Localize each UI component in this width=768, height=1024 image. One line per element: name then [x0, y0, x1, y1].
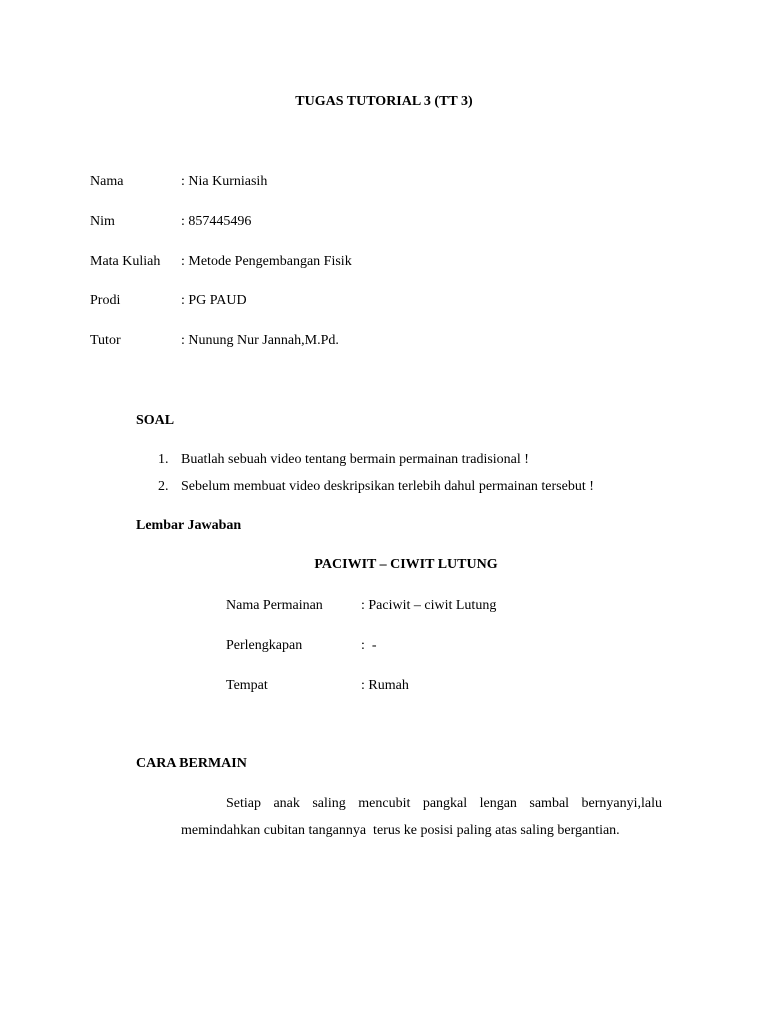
identity-label-prodi: Prodi [90, 293, 121, 308]
identity-value-nim: : 857445496 [181, 214, 252, 229]
cara-bermain-paragraph-line: Setiap anak saling mencubit pangkal lengan sambal bernyanyi,lalu [226, 796, 662, 811]
soal-item-text: Buatlah sebuah video tentang bermain permainan tradisional ! [181, 452, 529, 467]
answer-heading: Lembar Jawaban [136, 518, 242, 533]
identity-value-mata-kuliah: : Metode Pengembangan Fisik [181, 254, 352, 269]
game-detail-label-nama-permainan: Nama Permainan [226, 598, 323, 613]
soal-heading: SOAL [136, 413, 175, 428]
game-detail-value-nama-permainan: : Paciwit – ciwit Lutung [361, 598, 497, 613]
identity-value-tutor: : Nunung Nur Jannah,M.Pd. [181, 333, 339, 348]
cara-bermain-paragraph-line: memindahkan cubitan tangannya terus ke posisi paling atas saling bergantian. [181, 823, 620, 838]
game-detail-value-tempat: : Rumah [361, 678, 409, 693]
identity-label-mata-kuliah: Mata Kuliah [90, 254, 161, 269]
cara-bermain-heading: CARA BERMAIN [136, 756, 247, 771]
game-title: PACIWIT – CIWIT LUTUNG [314, 557, 498, 572]
document-title: TUGAS TUTORIAL 3 (TT 3) [295, 94, 473, 109]
game-detail-value-perlengkapan: : - [361, 638, 377, 653]
soal-item-text: Sebelum membuat video deskripsikan terlebih dahul permainan tersebut ! [181, 479, 594, 494]
identity-label-tutor: Tutor [90, 333, 121, 348]
identity-label-nama: Nama [90, 174, 124, 189]
soal-item-number: 1. [158, 452, 169, 467]
identity-label-nim: Nim [90, 214, 115, 229]
soal-item-number: 2. [158, 479, 169, 494]
game-detail-label-perlengkapan: Perlengkapan [226, 638, 303, 653]
identity-value-nama: : Nia Kurniasih [181, 174, 268, 189]
identity-value-prodi: : PG PAUD [181, 293, 247, 308]
game-detail-label-tempat: Tempat [226, 678, 268, 693]
